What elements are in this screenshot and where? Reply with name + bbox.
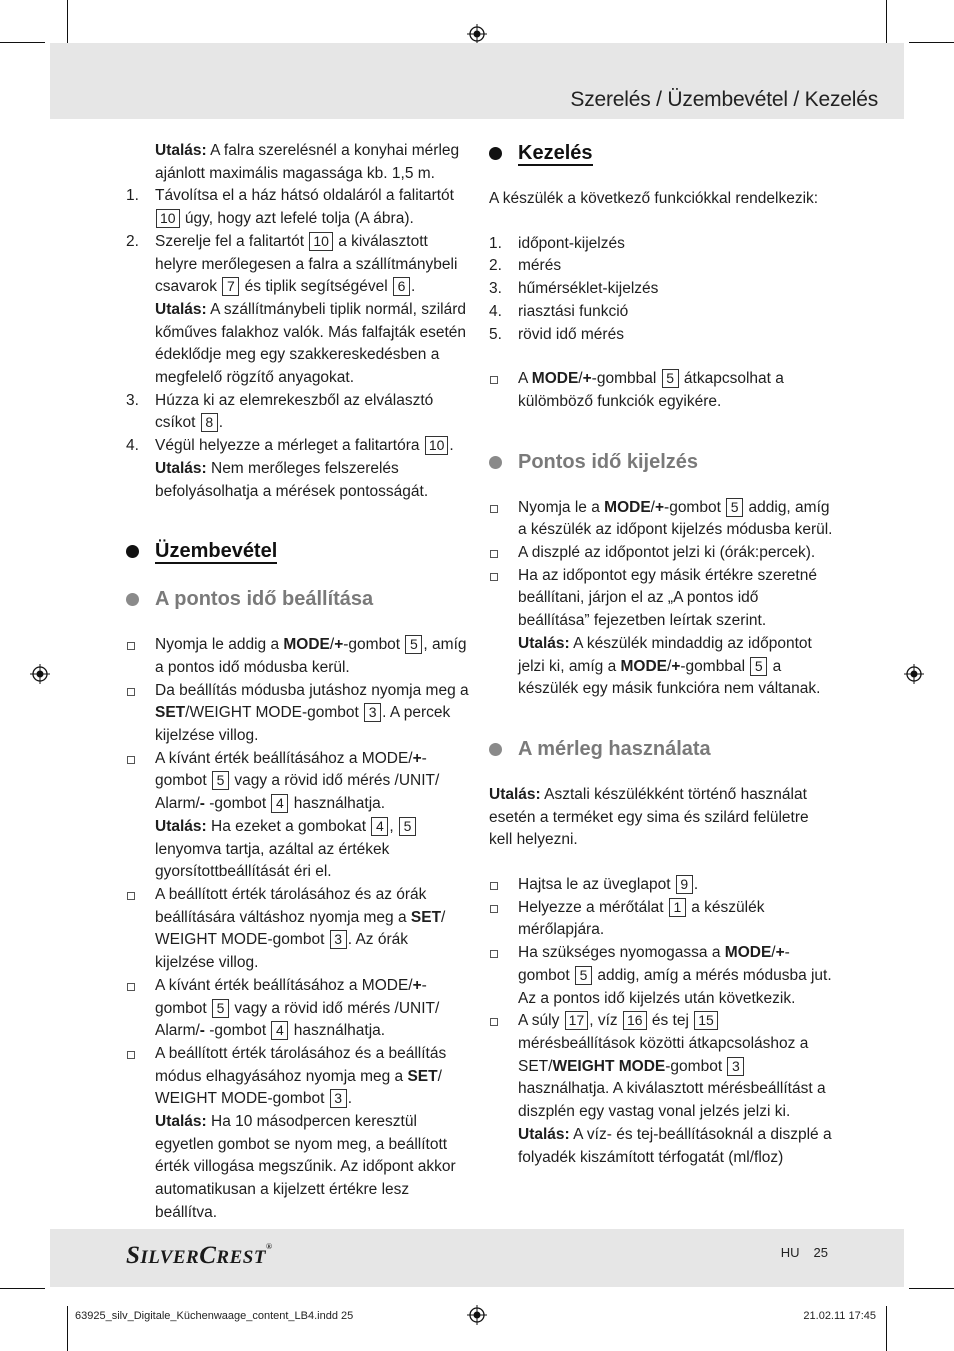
- list-item: 4. Végül helyezze a mérleget a falitartóra 10 . Utalás: Nem merőleges felszerelés befolyásolhatja a mérések pontosságát.: [126, 437, 454, 500]
- checkbox-bullet-icon: [490, 1018, 498, 1026]
- bullet-dot-icon: [489, 147, 502, 160]
- part-ref: 3: [364, 703, 381, 722]
- registration-mark-icon: [467, 24, 487, 44]
- bullet-dot-icon: [489, 743, 502, 756]
- part-ref: 5: [750, 657, 767, 676]
- list-item: Helyezze a mérőtálat 1 a készülék mérőlapjára.: [489, 897, 834, 942]
- part-ref: 8: [201, 413, 218, 432]
- list-item: A kívánt érték beállításához a MODE/+-gombot 5 vagy a rövid idő mérés /UNIT/ Alarm/- -gombot 4 használhatja.: [126, 975, 471, 1043]
- checkbox-bullet-icon: [490, 376, 498, 384]
- list-item: A súly 17 , víz 16 és tej 15 mérésbeállítások közötti átkapcsoláshoz a SET/WEIGHT MODE-gombot 3 használhatja. A kiválasztott mérésbeállítást a diszplén egy vastag vonal jelzés jelzi ki. Utalás: A víz- és tej-beállításoknál a diszplé a folyadék kiszámított térfogatát (ml/floz): [489, 1010, 834, 1169]
- part-ref: 5: [405, 635, 422, 654]
- crop-mark: [0, 1288, 45, 1289]
- brand-logo: SILVERCREST®: [126, 1242, 273, 1269]
- subsection-heading: A mérleg használata: [489, 736, 834, 762]
- crop-mark: [909, 1288, 954, 1289]
- registration-mark-icon: [904, 664, 924, 684]
- list-item: A kívánt érték beállításához a MODE/+-gombot 5 vagy a rövid idő mérés /UNIT/ Alarm/- -gombot 4 használhatja. Utalás: Ha ezeket a gombokat 4 , 5 lenyomva tartja, azáltal az értékek gyorsítottbeállítását éri el.: [126, 748, 471, 884]
- part-ref: 1: [669, 898, 686, 917]
- part-ref: 3: [727, 1057, 744, 1076]
- part-ref: 15: [694, 1011, 718, 1030]
- list-item: A beállított érték tárolásához és az órák beállítására váltáshoz nyomja meg a SET/ WEIGHT MODE-gombot 3 . Az órák kijelzése villog.: [126, 884, 471, 975]
- subsection-heading: Pontos idő kijelzés: [489, 449, 834, 475]
- page-number: HU 25: [780, 1245, 828, 1260]
- part-ref: 4: [371, 817, 388, 836]
- bullet-dot-icon: [489, 456, 502, 469]
- part-ref: 5: [212, 771, 229, 790]
- part-ref: 10: [425, 436, 449, 455]
- part-ref: 7: [222, 277, 239, 296]
- crop-mark: [886, 1306, 887, 1351]
- list-item: A MODE/+-gombbal 5 átkapcsolhat a külömböző funkciók egyikére.: [489, 368, 834, 413]
- list-item: 5. rövid idő mérés: [489, 325, 624, 343]
- list-item: 1. időpont-kijelzés: [489, 234, 625, 252]
- registration-mark-icon: [467, 1305, 487, 1325]
- part-ref: 5: [212, 999, 229, 1018]
- part-ref: 10: [156, 209, 180, 228]
- checkbox-bullet-icon: [490, 882, 498, 890]
- part-ref: 9: [676, 875, 693, 894]
- part-ref: 5: [726, 498, 743, 517]
- list-item: 1. Távolítsa el a ház hátsó oldaláról a falitartót 10 úgy, hogy azt lefelé tolja (A ábra).: [126, 187, 454, 228]
- checkbox-bullet-icon: [490, 905, 498, 913]
- list-item: 2. mérés: [489, 257, 562, 275]
- part-ref: 17: [565, 1011, 589, 1030]
- print-slug: 63925_silv_Digitale_Küchenwaage_content_LB4.indd 25: [75, 1310, 354, 1322]
- checkbox-bullet-icon: [127, 892, 135, 900]
- section-heading: Kezelés: [489, 140, 834, 166]
- list-item: A beállított érték tárolásához és a beállítás módus elhagyásához nyomja meg a SET/ WEIGHT MODE-gombot 3 . Utalás: Ha 10 másodpercen keresztül egyetlen gombot se nyom meg, a beállított érték villogása megszűnik. Az időpont akkor automatikusan a kijelzett értékre lesz beállítva.: [126, 1043, 471, 1225]
- bullet-dot-icon: [126, 545, 139, 558]
- part-ref: 3: [330, 1089, 347, 1108]
- list-item: Hajtsa le az üveglapot 9 .: [489, 874, 834, 897]
- list-item: A diszplé az időpontot jelzi ki (órák:percek).: [489, 542, 834, 565]
- part-ref: 5: [575, 966, 592, 985]
- part-ref: 4: [271, 794, 288, 813]
- part-ref: 10: [309, 232, 333, 251]
- checkbox-bullet-icon: [127, 1051, 135, 1059]
- list-item: Nyomja le a MODE/+-gombot 5 addig, amíg a készülék az időpont kijelzés módusba kerül.: [489, 497, 834, 542]
- list-item: 2. Szerelje fel a falitartót 10 a kiválasztott helyre merőlegesen a falra a szállítmánybeli csavarok 7 és tiplik segítségével 6 . Utalás: A szállítmánybeli tiplik normál, szilárd kőműves falakhoz valók. Más falfajták esetén édeklődje meg egy szakkereskedésben a megfelelő rögzítő anyagokat.: [126, 232, 467, 387]
- part-ref: 5: [399, 817, 416, 836]
- list-item: 3. hűmérséklet-kijelzés: [489, 280, 659, 298]
- crop-mark: [909, 42, 954, 43]
- registration-mark-icon: [30, 664, 50, 684]
- part-ref: 3: [330, 930, 347, 949]
- list-item: Da beállítás módusba jutáshoz nyomja meg a SET/WEIGHT MODE-gombot 3 . A percek kijelzése villog.: [126, 680, 471, 748]
- part-ref: 6: [393, 277, 410, 296]
- list-item: 4. riasztási funkció: [489, 302, 629, 320]
- part-ref: 4: [271, 1021, 288, 1040]
- checkbox-bullet-icon: [490, 573, 498, 581]
- bullet-dot-icon: [126, 593, 139, 606]
- list-item: Nyomja le addig a MODE/+-gombot 5 , amíg a pontos idő módusba kerül.: [126, 634, 471, 679]
- list-item: 3. Húzza ki az elemrekeszből az elválasztó csíkot 8 .: [126, 391, 434, 432]
- subsection-heading: A pontos idő beállítása: [126, 586, 471, 612]
- list-item: Ha az időpontot egy másik értékre szeretné beállítani, járjon el az „A pontos idő beállítása” fejezetben leírtak szerint. Utalás: A készülék mindaddig az időpontot jelzi ki, amíg a MODE/+-gombbal 5 a készülék egy másik funkcióra nem váltanak.: [489, 565, 834, 701]
- checkbox-bullet-icon: [490, 505, 498, 513]
- checkbox-bullet-icon: [127, 756, 135, 764]
- checkbox-bullet-icon: [127, 688, 135, 696]
- crop-mark: [67, 0, 68, 45]
- crop-mark: [67, 1306, 68, 1351]
- page-title: Szerelés / Üzembevétel / Kezelés: [570, 88, 878, 111]
- checkbox-bullet-icon: [127, 642, 135, 650]
- note-paragraph: Utalás: Asztali készülékként történő használat esetén a terméket egy sima és szilárd felületre kell helyezni.: [489, 785, 809, 849]
- print-date: 21.02.11 17:45: [803, 1310, 876, 1322]
- left-column: [126, 140, 471, 1225]
- section-heading: Üzembevétel: [126, 538, 471, 564]
- checkbox-bullet-icon: [490, 550, 498, 558]
- part-ref: 16: [623, 1011, 647, 1030]
- part-ref: 5: [662, 369, 679, 388]
- crop-mark: [0, 42, 45, 43]
- list-item: Ha szükséges nyomogassa a MODE/+-gombot 5 addig, amíg a mérés módusba jut. Az a pontos idő kijelzés után következik.: [489, 942, 834, 1010]
- checkbox-bullet-icon: [127, 983, 135, 991]
- crop-mark: [886, 0, 887, 45]
- right-column: [489, 140, 834, 1169]
- checkbox-bullet-icon: [490, 950, 498, 958]
- intro-paragraph: A készülék a következő funkciókkal rendelkezik:: [489, 190, 819, 207]
- note-paragraph: Utalás: A falra szerelésnél a konyhai mérleg ajánlott maximális magassága kb. 1,5 m.: [155, 142, 460, 182]
